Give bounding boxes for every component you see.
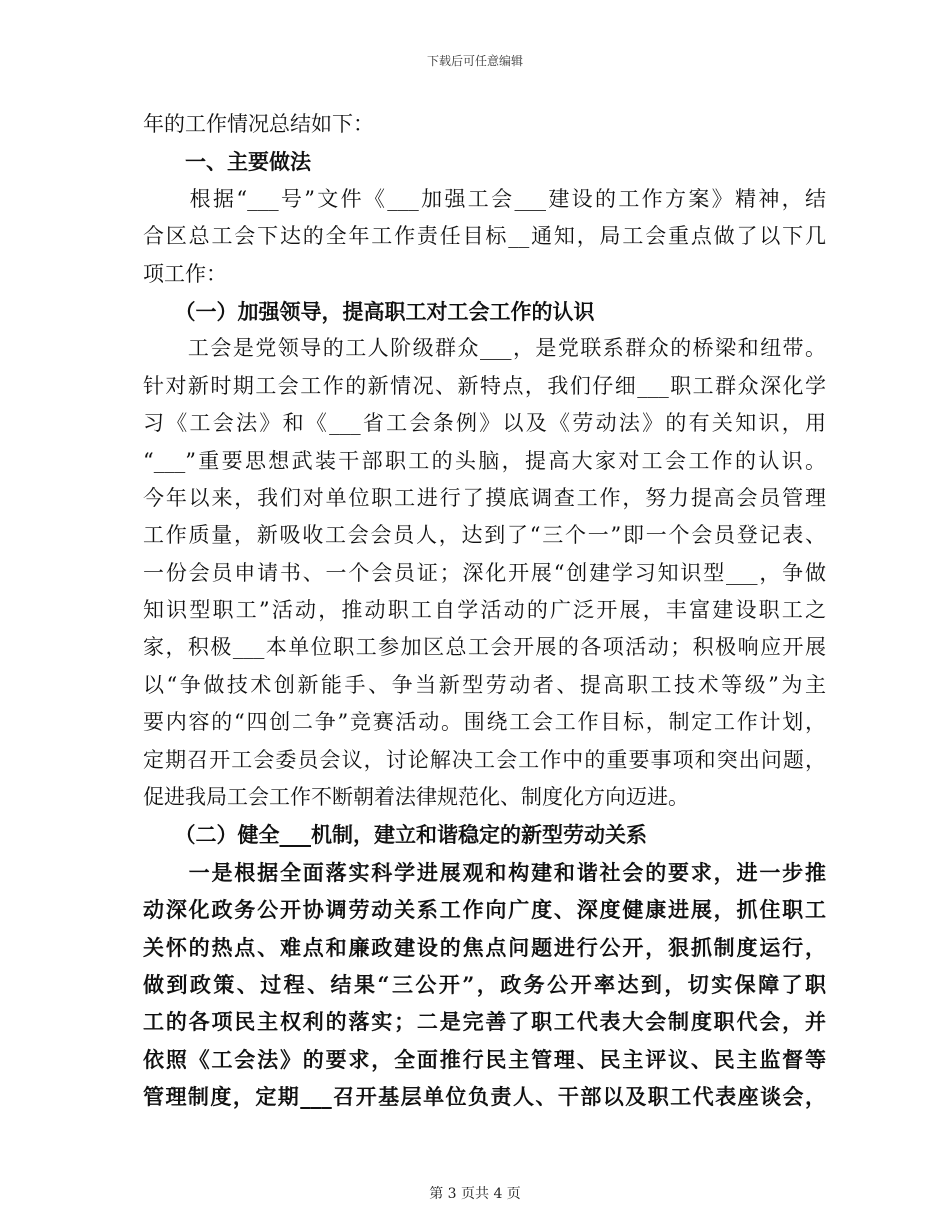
text-line: 关怀的热点、难点和廉政建设的焦点问题进行公开，狠抓制度运行， (143, 934, 826, 960)
text-line: 定期召开工会委员会议，讨论解决工会工作中的重要事项和突出问题， (143, 747, 826, 772)
section-heading: （二）健全___机制，建立和谐稳定的新型劳动关系 (143, 822, 647, 848)
text-line: 知识型职工”活动，推动职工自学活动的广泛开展，丰富建设职工之 (143, 598, 826, 623)
text-line: 习《工会法》和《___省工会条例》以及《劳动法》的有关知识，用 (143, 411, 826, 436)
text-line: 合区总工会下达的全年工作责任目标__通知，局工会重点做了以下几 (143, 224, 826, 249)
text-line: 做到政策、过程、结果“三公开”，政务公开率达到，切实保障了职 (143, 971, 826, 997)
page-footer: 第 3 页共 4 页 (429, 1186, 521, 1202)
text-line: 以“争做技术创新能手、争当新型劳动者、提高职工技术等级”为主 (143, 672, 826, 697)
text-line: “___”重要思想武装干部职工的头脑，提高大家对工会工作的认识。 (143, 448, 826, 473)
text-line: 年的工作情况总结如下： (143, 112, 374, 136)
text-line: 管理制度，定期___召开基层单位负责人、干部以及职工代表座谈会， (143, 1084, 826, 1110)
text-line: 一份会员申请书、一个会员证；深化开展“创建学习知识型___，争做 (143, 560, 826, 585)
text-line: 工的各项民主权利的落实；二是完善了职工代表大会制度职代会，并 (143, 1009, 826, 1035)
page-header: 下载后可任意编辑 (426, 54, 523, 68)
text-line: 工会是党领导的工人阶级群众___，是党联系群众的桥梁和纽带。 (143, 336, 826, 361)
text-line: 家，积极___本单位职工参加区总工会开展的各项活动；积极响应开展 (143, 635, 826, 660)
text-line: 今年以来，我们对单位职工进行了摸底调查工作，努力提高会员管理 (143, 485, 826, 510)
section-heading: 一、主要做法 (143, 149, 311, 175)
text-line: 依照《工会法》的要求，全面推行民主管理、民主评议、民主监督等 (143, 1046, 826, 1072)
text-line: 根据“___号”文件《___加强工会___建设的工作方案》精神，结 (143, 186, 826, 211)
text-line: 促进我局工会工作不断朝着法律规范化、制度化方向迈进。 (143, 785, 689, 810)
text-line: 项工作： (143, 261, 227, 286)
text-line: 工作质量，新吸收工会会员人，达到了“三个一”即一个会员登记表、 (143, 523, 826, 548)
text-line: 一是根据全面落实科学进展观和构建和谐社会的要求，进一步推 (143, 859, 826, 885)
text-line: 动深化政务公开协调劳动关系工作向广度、深度健康进展，抓住职工 (143, 897, 826, 923)
document-body (143, 106, 826, 1116)
text-line: 要内容的“四创二争”竞赛活动。围绕工会工作目标，制定工作计划， (143, 710, 826, 735)
text-line: 针对新时期工会工作的新情况、新特点，我们仔细___职工群众深化学 (143, 373, 826, 398)
section-heading: （一）加强领导，提高职工对工会工作的认识 (143, 298, 595, 324)
